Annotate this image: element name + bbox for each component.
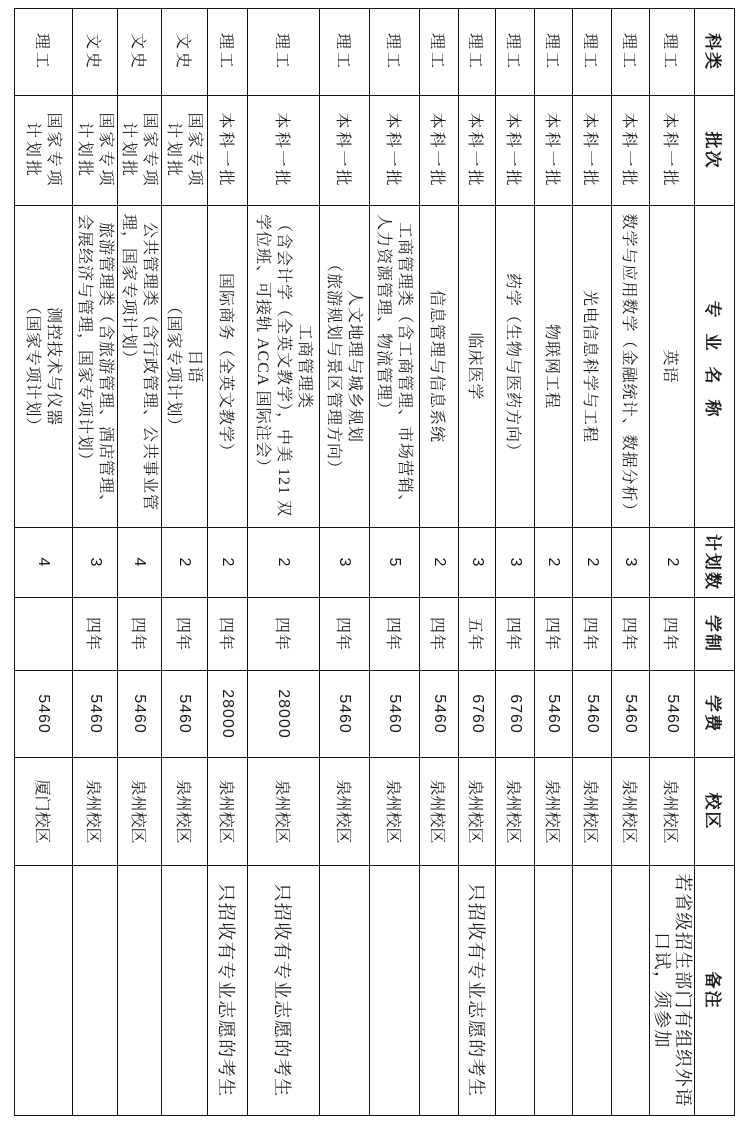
tuition-cell: 5460	[118, 671, 162, 758]
major-cell: 光电信息科学与工程	[573, 206, 612, 528]
campus-cell: 泉州校区	[420, 758, 459, 866]
table-row	[162, 9, 208, 1116]
batch-cell: 本科一批	[573, 96, 612, 206]
category-cell: 理工	[650, 9, 695, 96]
header-duration: 学制	[695, 598, 735, 671]
remark-line: 若省级招生部门有组织外语	[673, 873, 693, 1108]
remark-cell	[650, 866, 695, 1116]
table-row	[320, 9, 370, 1116]
tuition-cell: 28000	[208, 671, 248, 758]
tuition-cell: 5460	[73, 671, 118, 758]
campus-cell: 泉州校区	[535, 758, 573, 866]
plan-count-cell: 2	[162, 528, 208, 598]
category-cell: 理工	[208, 9, 248, 96]
major-line: 理，国家专项计划）	[120, 214, 138, 368]
major-line: 人力资源管理、物流管理）	[375, 214, 393, 419]
major-line: 工商管理类（含工商管理、市场营销、	[396, 221, 414, 511]
major-cell: 英语	[650, 206, 695, 528]
duration-cell: 四年	[248, 598, 320, 671]
duration-cell: 四年	[118, 598, 162, 671]
remark-cell: 只招收有专业志愿的考生	[208, 866, 248, 1116]
campus-cell: 泉州校区	[612, 758, 650, 866]
category-cell: 理工	[573, 9, 612, 96]
table-row	[420, 9, 459, 1116]
tuition-cell: 28000	[248, 671, 320, 758]
major-cell: 数学与应用数学（金融统计、数据分析）	[612, 206, 650, 528]
major-cell: 临床医学	[459, 206, 496, 528]
duration-cell: 四年	[573, 598, 612, 671]
category-cell: 理工	[248, 9, 320, 96]
major-cell	[118, 206, 162, 528]
batch-line: 计划批	[76, 121, 93, 179]
plan-count-cell: 2	[573, 528, 612, 598]
campus-cell: 泉州校区	[208, 758, 248, 866]
remark-line: 口试，须参加	[652, 932, 672, 1049]
major-line: 工商管理类	[296, 323, 313, 409]
major-cell	[73, 206, 118, 528]
batch-line: 国家专项	[141, 112, 159, 189]
duration-cell: 四年	[208, 598, 248, 671]
tuition-cell: 5460	[162, 671, 208, 758]
batch-cell	[73, 96, 118, 206]
plan-count-cell: 3	[612, 528, 650, 598]
batch-line: 国家专项	[45, 112, 63, 189]
table-row	[496, 9, 535, 1116]
batch-cell	[162, 96, 208, 206]
category-cell: 理工	[496, 9, 535, 96]
batch-cell: 本科一批	[420, 96, 459, 206]
tuition-cell: 5460	[370, 671, 420, 758]
table-row	[118, 9, 162, 1116]
duration-cell: 四年	[496, 598, 535, 671]
batch-line: 计划批	[24, 121, 42, 179]
plan-count-cell: 2	[650, 528, 695, 598]
duration-cell: 四年	[73, 598, 118, 671]
remark-cell	[118, 866, 162, 1116]
category-cell: 理工	[535, 9, 573, 96]
campus-cell: 泉州校区	[320, 758, 370, 866]
header-major: 专业名称	[695, 206, 735, 528]
category-cell: 理工	[459, 9, 496, 96]
major-line: （旅游规划与景区管理方向）	[325, 255, 343, 477]
duration-cell: 四年	[612, 598, 650, 671]
campus-cell: 泉州校区	[573, 758, 612, 866]
plan-count-cell: 2	[420, 528, 459, 598]
tuition-cell: 6760	[496, 671, 535, 758]
header-tuition: 学费	[695, 671, 735, 758]
campus-cell: 泉州校区	[370, 758, 420, 866]
duration-cell: 四年	[535, 598, 573, 671]
header-category: 科类	[695, 9, 735, 96]
plan-count-cell: 2	[535, 528, 573, 598]
major-cell: 药学（生物与医药方向）	[496, 206, 535, 528]
batch-cell: 本科一批	[650, 96, 695, 206]
table-row	[612, 9, 650, 1116]
header-plan-count: 计划数	[695, 528, 735, 598]
major-cell	[162, 206, 208, 528]
major-line: 日语	[186, 349, 204, 384]
major-line: 学位班、可接轨 ACCA 国际注会）	[254, 214, 271, 476]
table-row	[208, 9, 248, 1116]
campus-cell: 泉州校区	[496, 758, 535, 866]
batch-cell: 本科一批	[370, 96, 420, 206]
tuition-cell: 5460	[535, 671, 573, 758]
tuition-cell: 5460	[420, 671, 459, 758]
batch-line: 国家专项	[97, 112, 114, 189]
remark-cell	[370, 866, 420, 1116]
plan-count-cell: 3	[496, 528, 535, 598]
header-batch: 批次	[695, 96, 735, 206]
table-body	[15, 9, 695, 1116]
major-cell	[248, 206, 320, 528]
category-cell: 文史	[73, 9, 118, 96]
header-row	[695, 9, 735, 1116]
campus-cell: 泉州校区	[248, 758, 320, 866]
batch-cell: 本科一批	[612, 96, 650, 206]
plan-count-cell: 5	[370, 528, 420, 598]
tuition-cell: 5460	[15, 671, 73, 758]
remark-cell	[535, 866, 573, 1116]
tuition-cell: 6760	[459, 671, 496, 758]
major-cell	[15, 206, 73, 528]
major-line: 会展经济与管理，国家专项计划）	[76, 214, 93, 470]
duration-cell: 四年	[370, 598, 420, 671]
category-cell: 理工	[15, 9, 73, 96]
remark-cell: 只招收有专业志愿的考生	[248, 866, 320, 1116]
category-cell: 理工	[420, 9, 459, 96]
batch-line: 计划批	[120, 121, 138, 179]
major-cell: 信息管理与信息系统	[420, 206, 459, 528]
plan-count-cell: 3	[73, 528, 118, 598]
batch-cell: 本科一批	[459, 96, 496, 206]
major-line: （国家专项计划）	[24, 298, 42, 435]
tuition-cell: 5460	[320, 671, 370, 758]
batch-cell: 本科一批	[320, 96, 370, 206]
duration-cell: 四年	[650, 598, 695, 671]
header-remark: 备注	[695, 866, 735, 1116]
batch-cell: 本科一批	[535, 96, 573, 206]
duration-cell: 四年	[162, 598, 208, 671]
tuition-cell: 5460	[650, 671, 695, 758]
admission-plan-table	[14, 8, 735, 1116]
remark-cell	[612, 866, 650, 1116]
campus-cell: 泉州校区	[73, 758, 118, 866]
major-line: （国家专项计划）	[165, 298, 183, 435]
table-row	[535, 9, 573, 1116]
batch-cell: 本科一批	[208, 96, 248, 206]
major-line: 旅游管理类（含旅游管理、酒店管理、	[97, 221, 114, 511]
duration-cell: 四年	[320, 598, 370, 671]
remark-cell	[320, 866, 370, 1116]
category-cell: 理工	[612, 9, 650, 96]
table-row	[248, 9, 320, 1116]
category-cell: 理工	[370, 9, 420, 96]
category-cell: 理工	[320, 9, 370, 96]
table-row	[370, 9, 420, 1116]
campus-cell: 泉州校区	[650, 758, 695, 866]
tuition-cell: 5460	[573, 671, 612, 758]
major-cell	[370, 206, 420, 528]
plan-count-cell: 3	[459, 528, 496, 598]
header-campus: 校区	[695, 758, 735, 866]
major-cell: 物联网工程	[535, 206, 573, 528]
plan-count-cell: 2	[208, 528, 248, 598]
duration-cell: 四年	[420, 598, 459, 671]
remark-cell: 只招收有专业志愿的考生	[459, 866, 496, 1116]
plan-count-cell: 4	[118, 528, 162, 598]
major-cell: 国际商务（全英文教学）	[208, 206, 248, 528]
remark-cell	[496, 866, 535, 1116]
table-row	[15, 9, 73, 1116]
remark-cell	[73, 866, 118, 1116]
major-line: 人文地理与城乡规划	[346, 289, 364, 443]
remark-cell	[573, 866, 612, 1116]
plan-count-cell: 4	[15, 528, 73, 598]
tuition-cell: 5460	[612, 671, 650, 758]
major-line: 测控技术与仪器	[45, 306, 63, 426]
major-line: 公共管理类（含行政管理、公共事业管	[141, 221, 159, 511]
duration-cell	[15, 598, 73, 671]
table-row	[459, 9, 496, 1116]
campus-cell: 厦门校区	[15, 758, 73, 866]
category-cell: 文史	[118, 9, 162, 96]
major-line: （含会计学（全英文教学），中美 121 双	[275, 215, 292, 517]
batch-cell	[15, 96, 73, 206]
plan-count-cell: 2	[248, 528, 320, 598]
batch-line: 计划批	[165, 121, 183, 179]
table-row	[73, 9, 118, 1116]
table-row	[573, 9, 612, 1116]
remark-cell	[420, 866, 459, 1116]
table-row	[650, 9, 695, 1116]
campus-cell: 泉州校区	[118, 758, 162, 866]
campus-cell: 泉州校区	[459, 758, 496, 866]
major-cell	[320, 206, 370, 528]
campus-cell: 泉州校区	[162, 758, 208, 866]
remark-cell	[162, 866, 208, 1116]
duration-cell: 五年	[459, 598, 496, 671]
batch-line: 国家专项	[186, 112, 204, 189]
remark-cell	[15, 866, 73, 1116]
plan-count-cell: 3	[320, 528, 370, 598]
batch-cell: 本科一批	[248, 96, 320, 206]
batch-cell: 本科一批	[496, 96, 535, 206]
category-cell: 文史	[162, 9, 208, 96]
batch-cell	[118, 96, 162, 206]
